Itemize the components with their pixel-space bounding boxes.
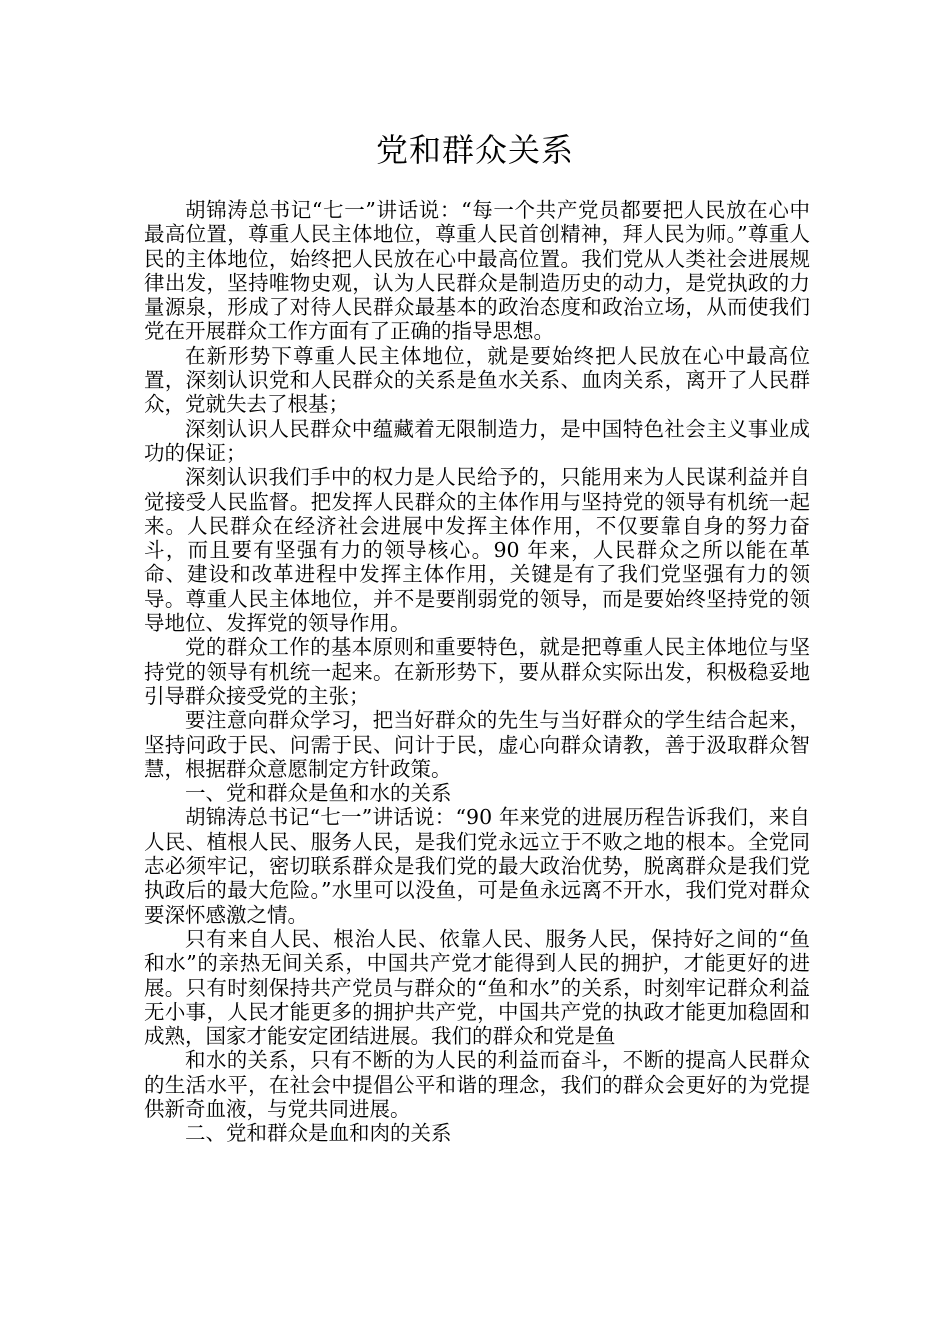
paragraph: 胡锦涛总书记“七一”讲话说：“90 年来党的进展历程告诉我们，来自人民、植根人民、服务人民，是我们党永远立于不败之地的根本。全党同志必须牢记，密切联系群众是我们党的最大政治优势，脱离群众是我们党执政后的最大危险。”水里可以没鱼，可是鱼永远离不开水，我们党对群众要深怀感激之情。 xyxy=(144,805,810,927)
paragraph: 胡锦涛总书记“七一”讲话说：“每一个共产党员都要把人民放在心中最高位置，尊重人民主体地位，尊重人民首创精神，拜人民为师。”尊重人民的主体地位，始终把人民放在心中最高位置。我们党从人类社会进展规律出发，坚持唯物史观，认为人民群众是制造历史的动力，是党执政的力量源泉，形成了对待人民群众最基本的政治态度和政治立场，从而使我们党在开展群众工作方面有了正确的指导思想。 xyxy=(144,198,810,344)
section-heading: 一、党和群众是鱼和水的关系 xyxy=(185,781,452,806)
paragraph: 党的群众工作的基本原则和重要特色，就是把尊重人民主体地位与坚持党的领导有机统一起来。在新形势下，要从群众实际出发，积极稳妥地引导群众接受党的主张； xyxy=(144,635,810,708)
paragraph: 要注意向群众学习，把当好群众的先生与当好群众的学生结合起来，坚持问政于民、问需于民、问计于民，虚心向群众请教，善于汲取群众智慧，根据群众意愿制定方针政策。 xyxy=(144,708,810,781)
paragraph: 只有来自人民、根治人民、依靠人民、服务人民，保持好之间的“鱼和水”的亲热无间关系，中国共产党才能得到人民的拥护，才能更好的进展。只有时刻保持共产党员与群众的“鱼和水”的关系，时刻牢记群众利益无小事，人民才能更多的拥护共产党，中国共产党的执政才能更加稳固和成熟，国家才能安定团结进展。我们的群众和党是鱼 xyxy=(144,926,810,1049)
paragraph: 和水的关系，只有不断的为人民的利益而奋斗，不断的提高人民群众的生活水平，在社会中提倡公平和谐的理念，我们的群众会更好的为党提供新奇血液，与党共同进展。 xyxy=(144,1048,810,1121)
paragraph: 深刻认识我们手中的权力是人民给予的，只能用来为人民谋利益并自觉接受人民监督。把发挥人民群众的主体作用与坚持党的领导有机统一起来。人民群众在经济社会进展中发挥主体作用，不仅要靠自身的努力奋斗，而且要有坚强有力的领导核心。90 年来，人民群众之所以能在革命、建设和改革进程中发挥主体作用，关键是有了我们党坚强有力的领导。尊重人民主体地位，并不是要削弱党的领导，而是要始终坚持党的领导地位、发挥党的领导作用。 xyxy=(144,465,810,636)
paragraph: 深刻认识人民群众中蕴藏着无限制造力，是中国特色社会主义事业成功的保证； xyxy=(144,416,810,465)
document-body xyxy=(144,198,810,1146)
section-heading: 二、党和群众是血和肉的关系 xyxy=(185,1121,452,1146)
paragraph: 在新形势下尊重人民主体地位，就是要始终把人民放在心中最高位置，深刻认识党和人民群众的关系是鱼水关系、血肉关系，离开了人民群众，党就失去了根基； xyxy=(144,343,810,417)
document-title: 党和群众关系 xyxy=(375,131,574,169)
